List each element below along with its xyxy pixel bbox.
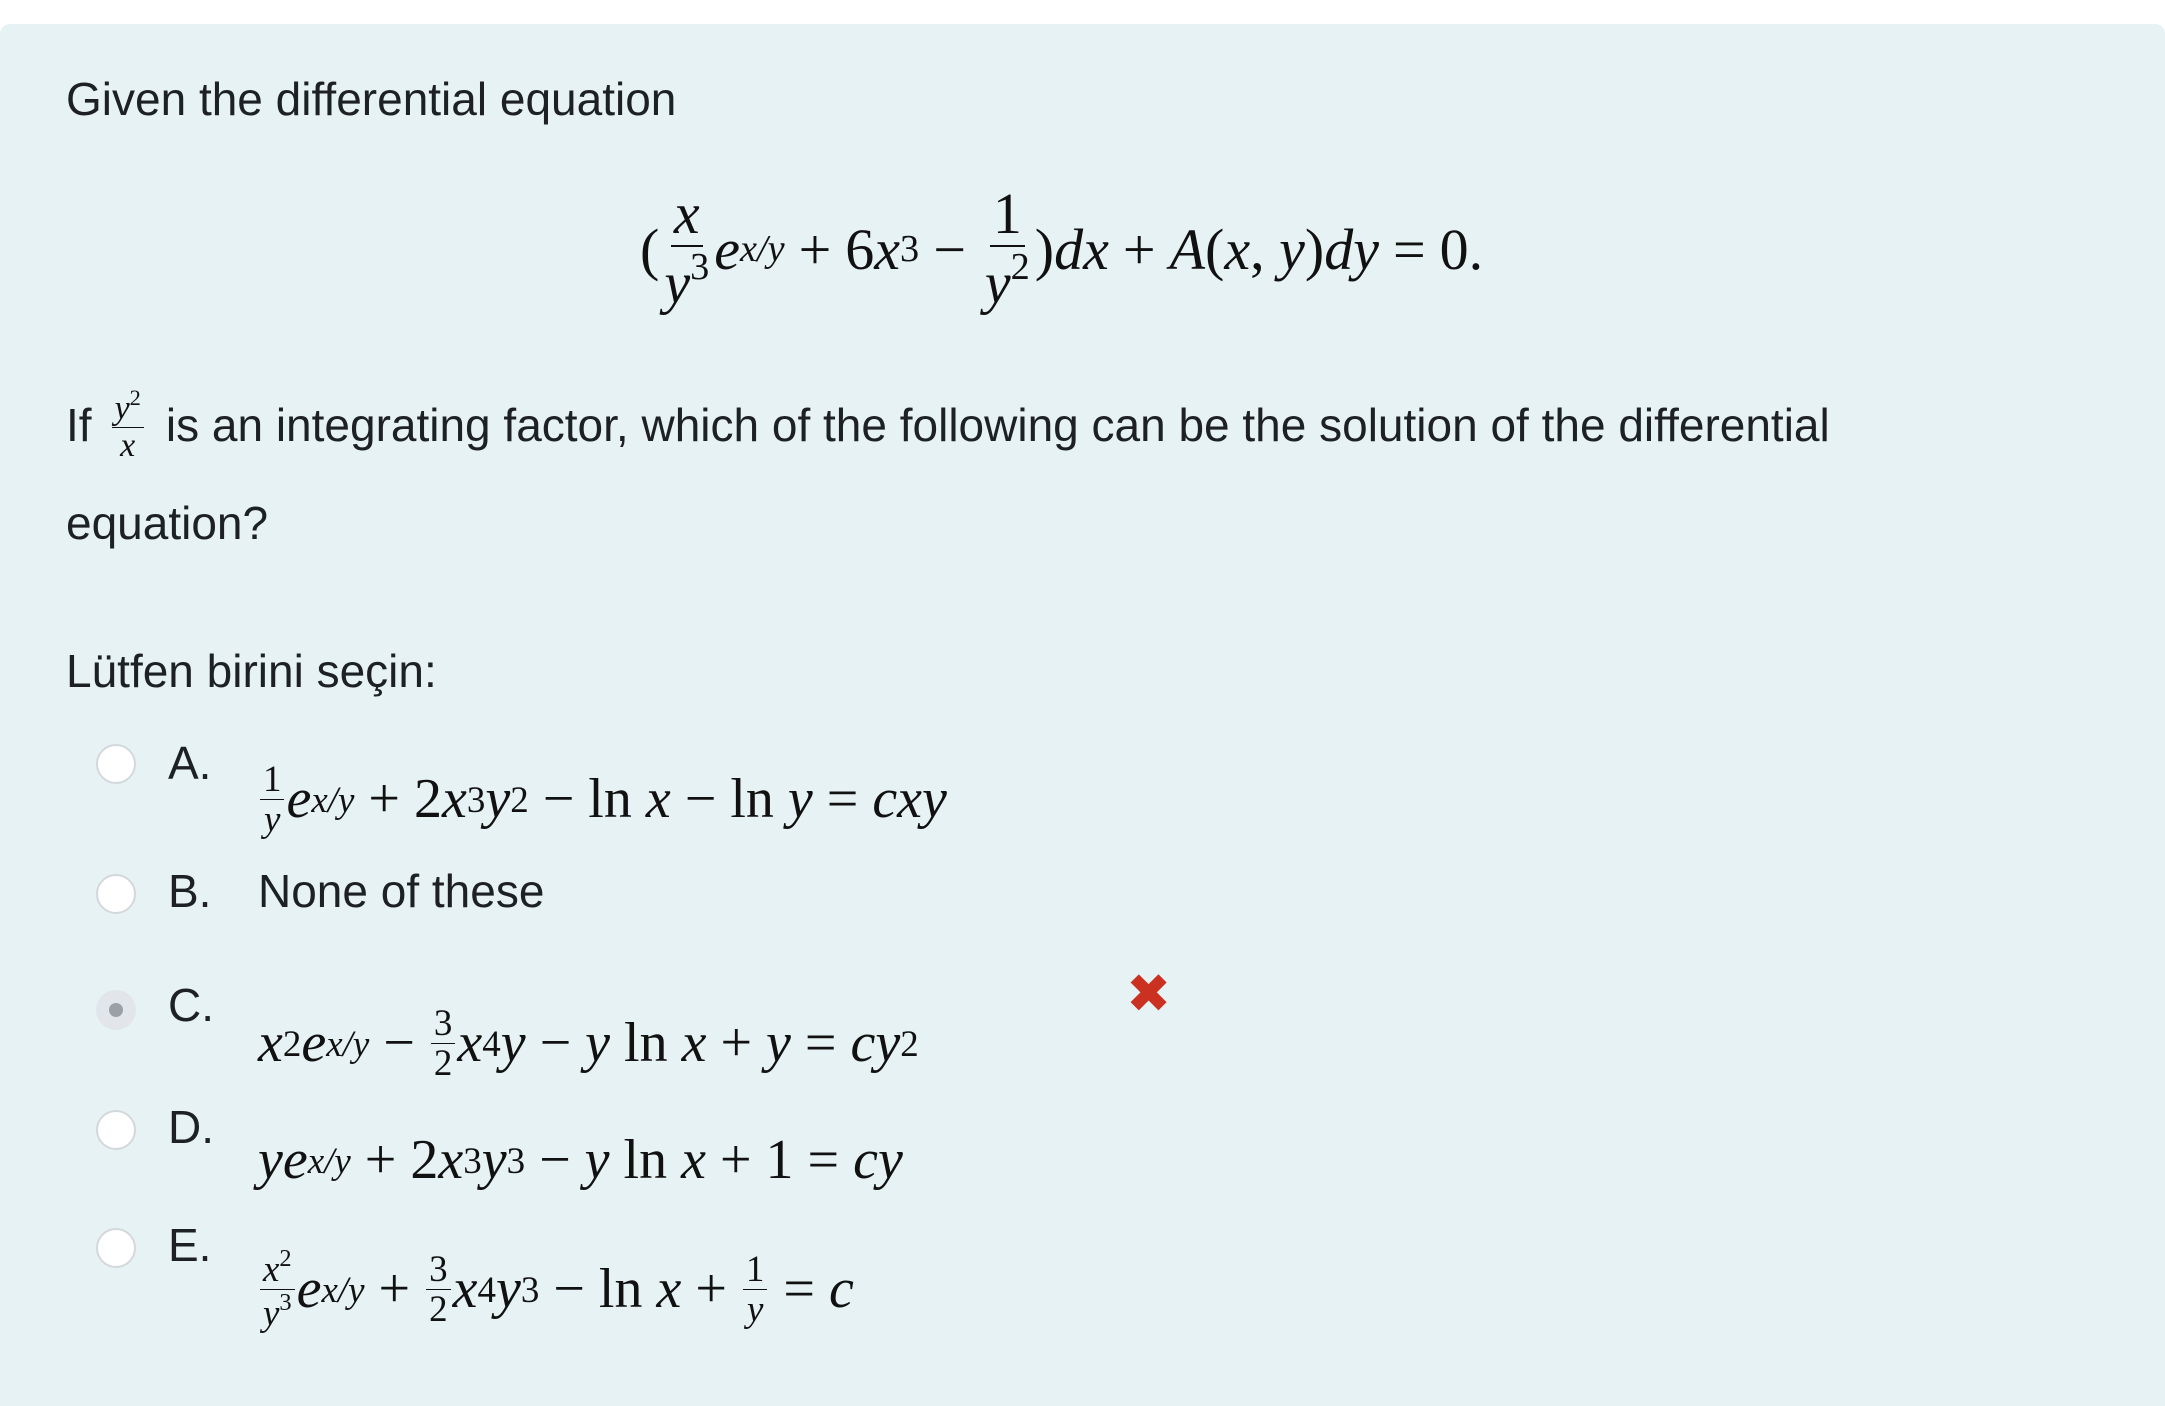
- option-a-formula: $\frac{1}{y}$ e x/y + 2 x 3 y 2 − ln x − ln y = cxy: [258, 760, 947, 839]
- option-b-text: None of these: [258, 865, 545, 917]
- option-d-radio[interactable]: [96, 1110, 136, 1150]
- prompt-prefix: If: [66, 398, 92, 451]
- option-e-letter: E.: [168, 1219, 212, 1271]
- option-d-formula: ye x/y + 2 x 3 y 3 − y ln x + 1 = cy: [258, 1129, 903, 1191]
- differential-equation: ( $\frac{x}{y^3}$ e x/y + 6 x 3 − $\frac{1}{y^2}$ ) dx + A ( x , y ) dy = 0.: [640, 181, 1484, 316]
- prompt-text: is an integrating factor, which of the following can be the solution of the differential: [165, 398, 1830, 451]
- x-icon: ✖: [1126, 964, 1172, 1024]
- option-d-letter: D.: [168, 1101, 214, 1153]
- option-a-radio[interactable]: [96, 744, 136, 784]
- answer-prompt: Lütfen birini seçin:: [66, 645, 437, 697]
- question-prompt: [66, 386, 1830, 463]
- option-b-letter: B.: [168, 865, 212, 917]
- option-c-radio[interactable]: [96, 990, 136, 1030]
- option-c-letter: C.: [168, 979, 214, 1031]
- option-e-formula: $\frac{x^2}{y^3}$ e x/y + $\frac{3}{2}$ x 4 y 3 − ln x + $\frac{1}{y}$ = c: [258, 1246, 854, 1333]
- question-prompt-end: equation?: [66, 497, 269, 549]
- option-a-letter: A.: [168, 737, 212, 789]
- option-e-radio[interactable]: [96, 1228, 136, 1268]
- integrating-factor: $\frac{y^2}{x}$: [112, 386, 144, 463]
- option-b-radio[interactable]: [96, 874, 136, 914]
- question-intro: Given the differential equation: [66, 73, 677, 125]
- option-c-formula: x 2 e x/y − $\frac{3}{2}$ x 4 y − y ln x + y = cy 2: [258, 1002, 919, 1083]
